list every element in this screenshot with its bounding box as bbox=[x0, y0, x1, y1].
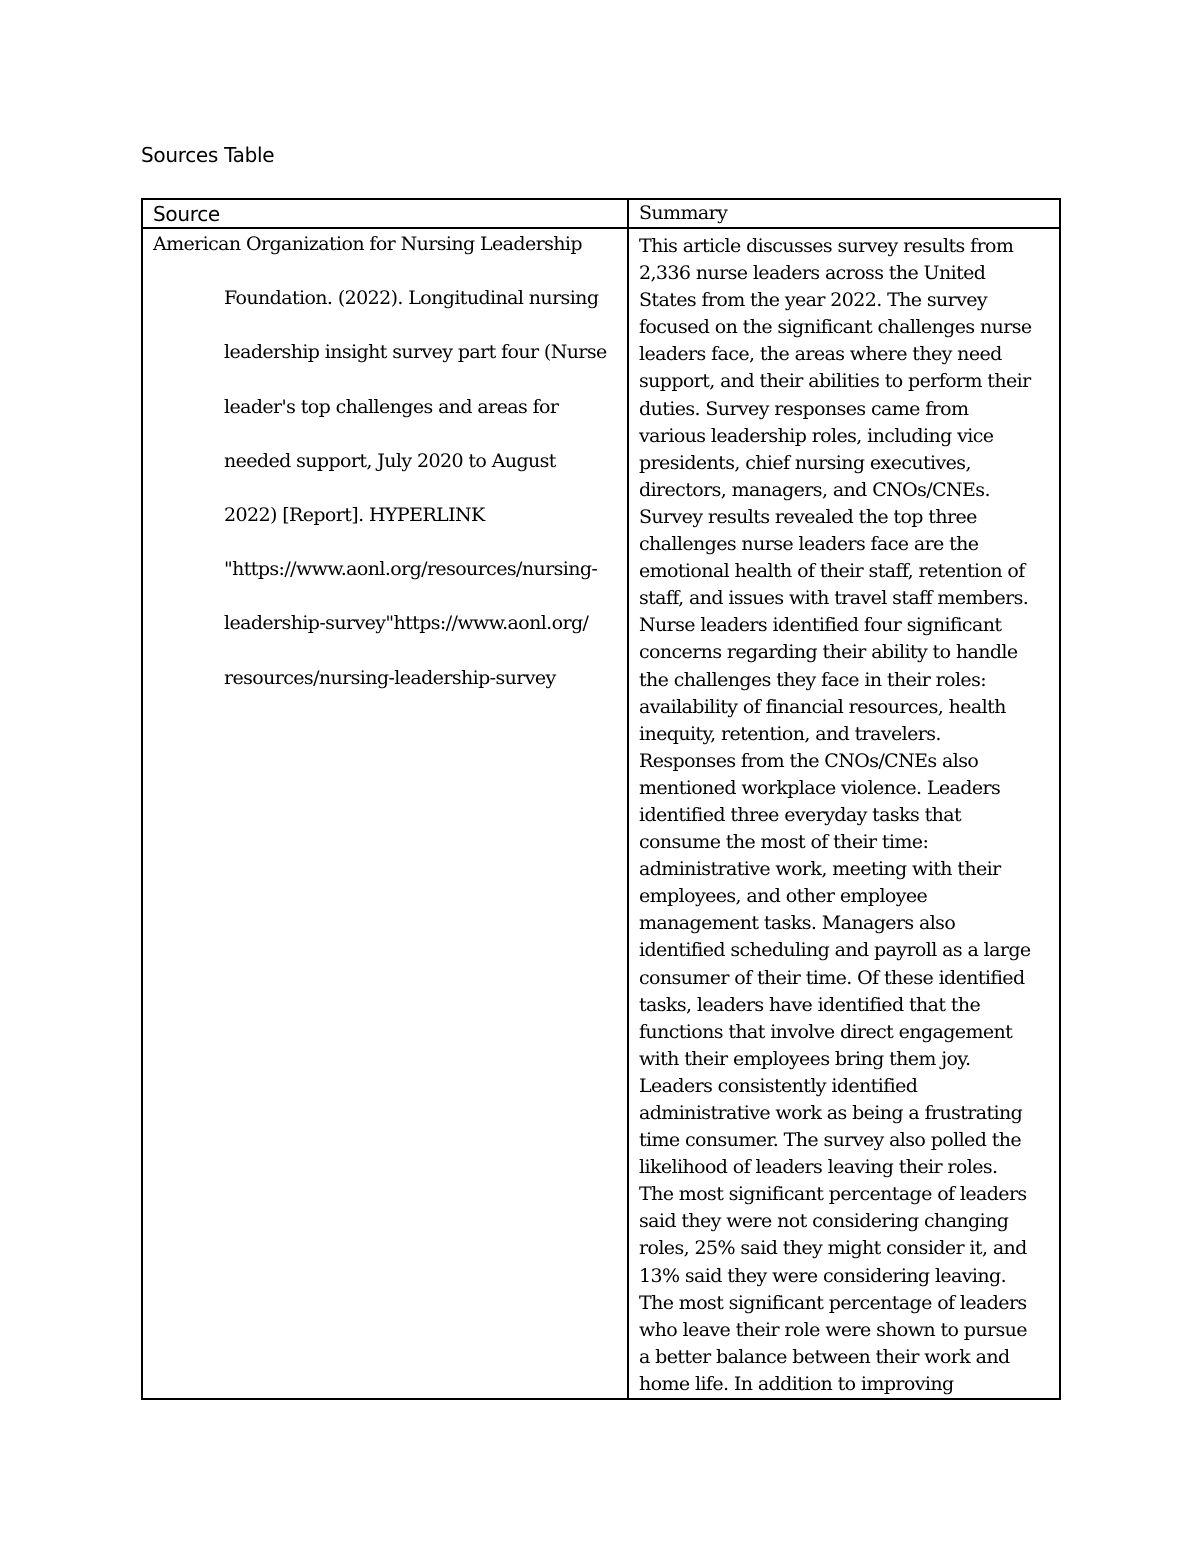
summary-text-line: emotional health of their staff, retention of bbox=[639, 560, 1025, 583]
summary-text-line: employees, and other employee bbox=[639, 885, 928, 908]
source-citation-line: Foundation. (2022). Longitudinal nursing bbox=[224, 287, 599, 310]
summary-text-line: This article discusses survey results from bbox=[639, 235, 1014, 257]
summary-cell bbox=[628, 228, 1060, 1399]
source-citation-line: resources/nursing-leadership-survey bbox=[224, 666, 556, 689]
summary-text-line: identified three everyday tasks that bbox=[639, 803, 962, 826]
summary-text-line: The most significant percentage of leaders bbox=[639, 1291, 1027, 1314]
summary-text-line: Responses from the CNOs/CNEs also bbox=[639, 749, 979, 772]
summary-text-line: consumer of their time. Of these identified bbox=[639, 966, 1025, 989]
summary-text-line: identified scheduling and payroll as a large bbox=[639, 939, 1031, 962]
summary-text-line: home life. In addition to improving bbox=[639, 1372, 954, 1395]
summary-text-line: functions that involve direct engagement bbox=[639, 1020, 1013, 1043]
summary-text-line: duties. Survey responses came from bbox=[639, 397, 969, 420]
source-citation-line: leader's top challenges and areas for bbox=[224, 395, 559, 418]
summary-text-line: Survey results revealed the top three bbox=[639, 505, 977, 528]
summary-text-line: administrative work, meeting with their bbox=[639, 858, 1001, 881]
summary-text-line: Nurse leaders identified four significant bbox=[639, 614, 1002, 637]
summary-text-line: Leaders consistently identified bbox=[639, 1074, 918, 1097]
source-citation-line: leadership-survey"https://www.aonl.org/ bbox=[224, 612, 589, 635]
summary-text-line: focused on the significant challenges nurse bbox=[639, 316, 1032, 339]
summary-text-line: directors, managers, and CNOs/CNEs. bbox=[639, 478, 990, 501]
summary-text-line: the challenges they face in their roles: bbox=[639, 668, 987, 691]
summary-text-line: a better balance between their work and bbox=[639, 1345, 1010, 1368]
summary-text-line: availability of financial resources, health bbox=[639, 695, 1006, 718]
summary-text-line: 2,336 nurse leaders across the United bbox=[639, 262, 986, 285]
summary-text-line: The most significant percentage of leaders bbox=[639, 1183, 1027, 1206]
page-title: Sources Table bbox=[141, 143, 275, 167]
summary-text-line: mentioned workplace violence. Leaders bbox=[639, 776, 1001, 799]
source-citation-line: needed support, July 2020 to August bbox=[224, 449, 556, 472]
source-citation-line: American Organization for Nursing Leadership bbox=[153, 233, 582, 255]
header-source: Source bbox=[142, 199, 628, 228]
table-row bbox=[142, 228, 1060, 1399]
summary-text-line: leaders face, the areas where they need bbox=[639, 343, 1002, 366]
summary-text-line: management tasks. Managers also bbox=[639, 912, 956, 935]
summary-text-line: inequity, retention, and travelers. bbox=[639, 722, 941, 745]
summary-text-line: likelihood of leaders leaving their roles. bbox=[639, 1156, 998, 1179]
summary-text-line: with their employees bring them joy. bbox=[639, 1047, 971, 1070]
summary-text-line: administrative work as being a frustrating bbox=[639, 1102, 1023, 1124]
summary-text-line: said they were not considering changing bbox=[639, 1210, 1009, 1233]
summary-text-line: consume the most of their time: bbox=[639, 831, 929, 854]
summary-text-line: challenges nurse leaders face are the bbox=[639, 533, 979, 556]
sources-table bbox=[141, 198, 1061, 1400]
header-summary: Summary bbox=[628, 199, 1060, 228]
table-header-row bbox=[142, 199, 1060, 228]
source-cell bbox=[142, 228, 628, 1399]
source-citation-line: 2022) [Report]. HYPERLINK bbox=[224, 503, 485, 526]
summary-text-line: tasks, leaders have identified that the bbox=[639, 993, 981, 1016]
summary-text-line: support, and their abilities to perform their bbox=[639, 370, 1031, 393]
summary-text-line: time consumer. The survey also polled the bbox=[639, 1129, 1022, 1152]
summary-text-line: concerns regarding their ability to handle bbox=[639, 641, 1018, 664]
summary-text-line: 13% said they were considering leaving. bbox=[639, 1264, 1007, 1287]
table-body bbox=[142, 228, 1060, 1399]
source-citation-line: "https://www.aonl.org/resources/nursing- bbox=[224, 558, 598, 581]
source-citation-line: leadership insight survey part four (Nurse bbox=[224, 341, 607, 364]
summary-text-line: States from the year 2022. The survey bbox=[639, 289, 988, 312]
summary-text-line: staff, and issues with travel staff members. bbox=[639, 587, 1029, 610]
summary-text-line: various leadership roles, including vice bbox=[639, 424, 994, 447]
summary-text-line: roles, 25% said they might consider it, and bbox=[639, 1237, 1027, 1260]
summary-text-line: presidents, chief nursing executives, bbox=[639, 451, 971, 474]
summary-text-line: who leave their role were shown to pursue bbox=[639, 1318, 1027, 1341]
